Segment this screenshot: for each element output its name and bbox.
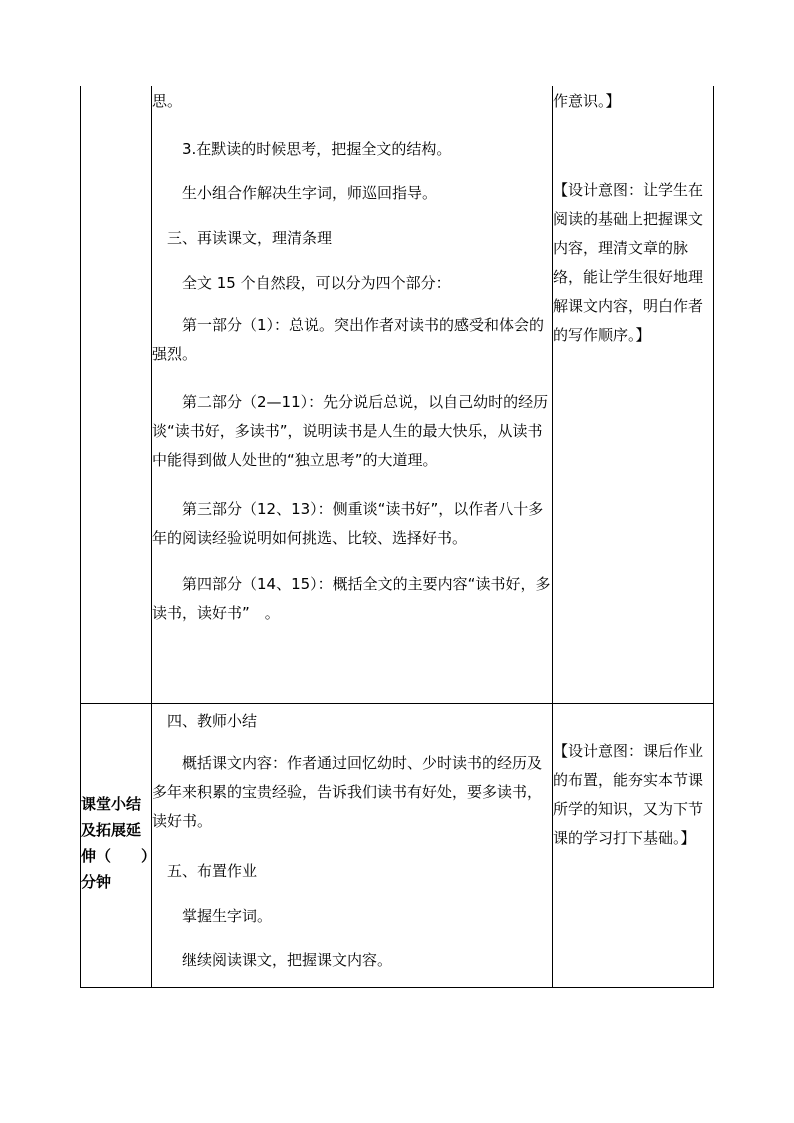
homework-item-1: 掌握生字词。: [182, 907, 273, 925]
design-intent-note-2: 【设计意图：课后作业的布置，能夯实本节课所学的知识，又为下节课的学习打下基础。】: [553, 742, 704, 847]
section-5-heading: 五、布置作业: [167, 862, 258, 880]
homework-item-2: 继续阅读课文，把握课文内容。: [182, 951, 393, 969]
structure-overview: 全文 15 个自然段，可以分为四个部分：: [182, 274, 451, 292]
table-right-border: [713, 86, 714, 988]
section-label-line-1: 课堂小结: [81, 795, 142, 813]
teacher-summary-paragraph: 概括课文内容：作者通过回忆幼时、少时读书的经历及多年来积累的宝贵经验，告诉我们读书有好处，要多读书，读好书。: [152, 754, 543, 830]
part-2-paragraph: 第二部分（2—11）：先分说后总说，以自己幼时的经历谈“读书好，多读书”，说明读书是人生的最大快乐，从读书中能得到做人处世的“独立思考”的大道理。: [152, 393, 549, 469]
part-3-paragraph: 第三部分（12、13）：侧重谈“读书好”，以作者八十多年的阅读经验说明如何挑选、比较、选择好书。: [152, 500, 544, 547]
side-continued-line: 作意识。】: [553, 92, 621, 110]
section-label-line-2: 及拓展延: [81, 821, 142, 839]
section-label-line-4: 分钟: [81, 873, 112, 891]
design-intent-note-1: 【设计意图：让学生在阅读的基础上把握课文内容，理清文章的脉络，能让学生很好地理解课文内容，明白作者的写作顺序。】: [553, 181, 704, 344]
group-work-paragraph: 生小组合作解决生字词，师巡回指导。: [182, 184, 438, 202]
section-3-heading: 三、再读课文，理清条理: [167, 229, 333, 247]
section-4-heading: 四、教师小结: [167, 712, 258, 730]
table-bottom-border: [80, 987, 714, 988]
section-label-line-3: 伸（ ）: [81, 847, 157, 865]
part-1-paragraph: 第一部分（1）：总说。突出作者对读书的感受和体会的强烈。: [152, 316, 545, 363]
continued-line: 思。: [152, 92, 183, 110]
part-4-paragraph: 第四部分（14、15）：概括全文的主要内容“读书好，多读书，读好书” 。: [152, 575, 551, 622]
step-3-paragraph: 3.在默读的时候思考，把握全文的结构。: [182, 140, 452, 158]
section-label: [81, 791, 157, 895]
table-row-divider: [80, 703, 714, 704]
